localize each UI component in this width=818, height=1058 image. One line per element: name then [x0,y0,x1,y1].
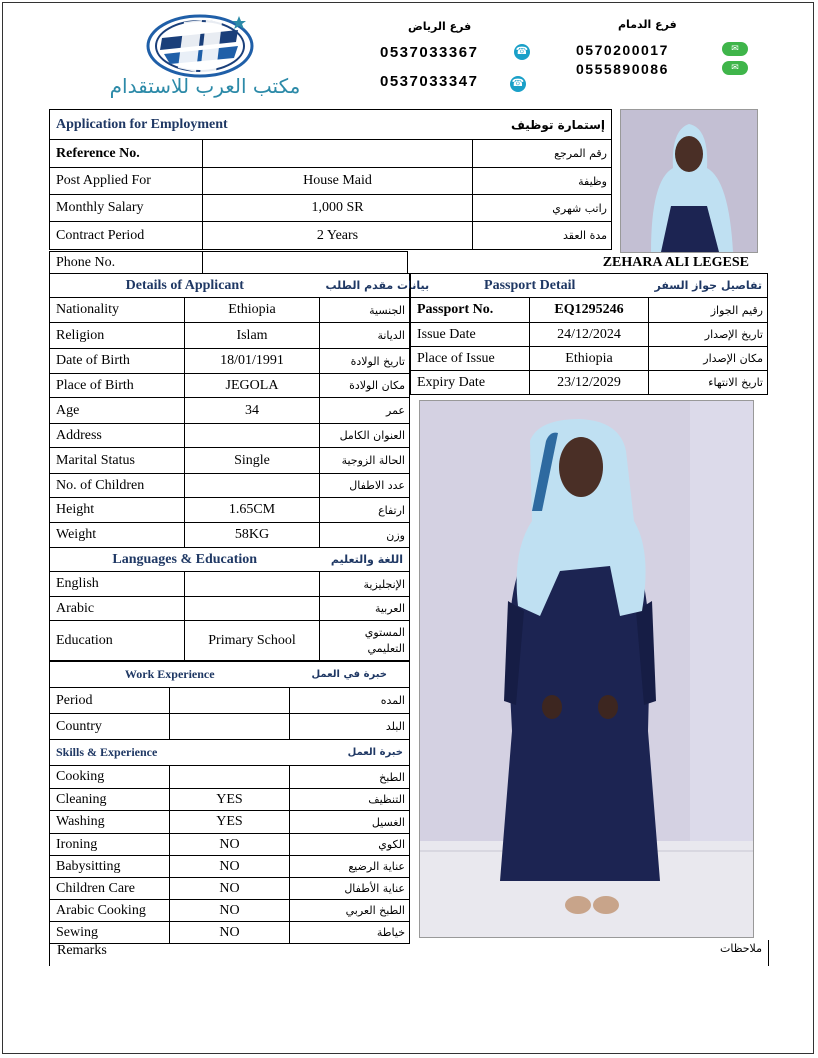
cooking-value[interactable] [170,766,290,789]
cooking-label: Cooking [50,766,170,789]
country-label-ar: البلد [290,714,410,740]
cleaning-label-ar: التنظيف [290,789,410,811]
sewing-value[interactable]: NO [170,922,290,944]
work-header-ar: خبرة في العمل [290,662,410,688]
post-value[interactable]: House Maid [203,168,473,195]
contract-value[interactable]: 2 Years [203,222,473,250]
languages-header-en: Languages & Education [50,548,320,572]
children-care-label: Children Care [50,878,170,900]
marital-value[interactable]: Single [185,448,320,474]
applicant-header-en: Details of Applicant [50,274,320,298]
english-value[interactable] [185,572,320,597]
table-row [50,195,612,222]
salary-value[interactable]: 1,000 SR [203,195,473,222]
salary-label-ar: راتب شهري [473,195,612,222]
pob-value[interactable]: JEGOLA [185,374,320,398]
passport-header-en: Passport Detail [411,274,649,298]
globe-logo-icon [144,8,256,80]
arabic-value[interactable] [185,597,320,621]
cleaning-label: Cleaning [50,789,170,811]
place-of-issue-label-ar: مكان الإصدار [649,347,768,371]
table-row [50,900,410,922]
remarks-row [49,940,769,966]
babysitting-label-ar: عناية الرضيع [290,856,410,878]
table-row [50,474,410,498]
expiry-date-label-ar: تاريخ الانتهاء [649,371,768,395]
table-row [50,168,612,195]
whatsapp-icon: ☎ [514,44,530,60]
table-row [411,298,768,323]
expiry-date-value[interactable]: 23/12/2029 [530,371,649,395]
english-label-ar: الإنجليزية [320,572,410,597]
country-value[interactable] [170,714,290,740]
religion-label: Religion [50,323,185,349]
weight-value[interactable]: 58KG [185,523,320,548]
expiry-date-label: Expiry Date [411,371,530,395]
table-row [50,424,410,448]
table-row [50,222,612,250]
passport-header-ar: تفاصيل جواز السفر [649,274,768,298]
reference-value[interactable] [203,140,473,168]
arabic-cooking-value[interactable]: NO [170,900,290,922]
country-label: Country [50,714,170,740]
period-label-ar: المده [290,688,410,714]
table-row [50,498,410,523]
children-care-value[interactable]: NO [170,878,290,900]
ironing-value[interactable]: NO [170,834,290,856]
religion-value[interactable]: Islam [185,323,320,349]
passport-no-value[interactable]: EQ1295246 [530,298,649,323]
education-label: Education [50,621,185,661]
babysitting-value[interactable]: NO [170,856,290,878]
applicant-portrait-photo [620,109,758,253]
form-title-ar: إستمارة توظيف [300,110,612,140]
english-label: English [50,572,185,597]
table-row [50,572,410,597]
washing-value[interactable]: YES [170,811,290,834]
arabic-label-ar: العربية [320,597,410,621]
skills-header-en: Skills & Experience [50,740,290,766]
riyadh-phone-2[interactable]: 0537033347 [380,73,479,90]
education-label-ar: المستوي التعليمي [320,621,410,661]
table-row [50,766,410,789]
skills-header-ar: خبرة العمل [290,740,410,766]
table-row [50,398,410,424]
general-info-table [49,139,612,250]
sms-icon: ✉ [722,42,748,56]
children-value[interactable] [185,474,320,498]
table-row [50,789,410,811]
riyadh-branch-title: فرع الرياض [408,20,472,33]
company-logo-text: مكتب العرب للاستقدام [109,74,301,98]
form-title-table [49,109,612,140]
religion-label-ar: الديانة [320,323,410,349]
issue-date-label: Issue Date [411,323,530,347]
table-row [50,298,410,323]
place-of-issue-value[interactable]: Ethiopia [530,347,649,371]
arabic-cooking-label: Arabic Cooking [50,900,170,922]
dammam-branch-title: فرع الدمام [618,18,677,31]
marital-label: Marital Status [50,448,185,474]
applicant-name: ZEHARA ALI LEGESE [408,252,770,274]
issue-date-value[interactable]: 24/12/2024 [530,323,649,347]
reference-label: Reference No. [50,140,203,168]
table-row [50,811,410,834]
period-label: Period [50,688,170,714]
age-label: Age [50,398,185,424]
riyadh-phone-1[interactable]: 0537033367 [380,44,479,61]
age-label-ar: عمر [320,398,410,424]
phone-label: Phone No. [50,252,203,274]
weight-label: Weight [50,523,185,548]
table-row [50,834,410,856]
sms-icon: ✉ [722,61,748,75]
sewing-label-ar: خياطة [290,922,410,944]
table-row [50,523,410,548]
applicant-details-table [49,273,430,661]
place-of-issue-label: Place of Issue [411,347,530,371]
table-row [50,688,410,714]
table-row [411,371,768,395]
reference-label-ar: رقم المرجع [473,140,612,168]
contract-label-ar: مدة العقد [473,222,612,250]
dob-value[interactable]: 18/01/1991 [185,349,320,374]
table-row [411,347,768,371]
address-label-ar: العنوان الكامل [320,424,410,448]
phone-value[interactable] [203,252,408,274]
children-care-label-ar: عناية الأطفال [290,878,410,900]
ironing-label: Ironing [50,834,170,856]
skills-table [49,739,410,944]
arabic-label: Arabic [50,597,185,621]
period-value[interactable] [170,688,290,714]
passport-no-label-ar: رقيم الجواز [649,298,768,323]
children-label-ar: عدد الاطفال [320,474,410,498]
arabic-cooking-label-ar: الطبخ العربي [290,900,410,922]
post-label-ar: وظيفة [473,168,612,195]
table-row [50,856,410,878]
height-label: Height [50,498,185,523]
table-row [50,597,410,621]
nationality-value[interactable]: Ethiopia [185,298,320,323]
address-value[interactable] [185,424,320,448]
table-row [50,349,410,374]
contract-label: Contract Period [50,222,203,250]
remarks-label-ar: ملاحظات [720,942,762,955]
height-value[interactable]: 1.65CM [185,498,320,523]
remarks-label: Remarks [57,943,107,958]
passport-no-label: Passport No. [411,298,530,323]
dammam-phone-1[interactable]: 0570200017 [576,42,669,58]
weight-label-ar: وزن [320,523,410,548]
table-row [50,374,410,398]
table-row [50,448,410,474]
education-value[interactable]: Primary School [185,621,320,661]
cleaning-value[interactable]: YES [170,789,290,811]
salary-label: Monthly Salary [50,195,203,222]
work-experience-table [49,661,410,740]
height-label-ar: ارتفاع [320,498,410,523]
table-row [50,323,410,349]
table-row [411,323,768,347]
washing-label-ar: الغسيل [290,811,410,834]
applicant-header-ar: بيانات مقدم الطلب [320,274,410,298]
cooking-label-ar: الطبخ [290,766,410,789]
table-row [50,878,410,900]
table-row [50,714,410,740]
babysitting-label: Babysitting [50,856,170,878]
children-label: No. of Children [50,474,185,498]
phone-name-table [49,251,769,274]
pob-label: Place of Birth [50,374,185,398]
marital-label-ar: الحالة الزوجية [320,448,410,474]
ironing-label-ar: الكوي [290,834,410,856]
languages-header-ar: اللغة والتعليم [320,548,410,572]
nationality-label-ar: الجنسية [320,298,410,323]
table-row [50,140,612,168]
dob-label: Date of Birth [50,349,185,374]
applicant-full-body-photo [419,400,754,938]
table-row [50,621,410,661]
dob-label-ar: تاريخ الولادة [320,349,410,374]
dammam-phone-2[interactable]: 0555890086 [576,61,669,77]
form-title-en: Application for Employment [50,110,300,140]
sewing-label: Sewing [50,922,170,944]
post-label: Post Applied For [50,168,203,195]
address-label: Address [50,424,185,448]
pob-label-ar: مكان الولادة [320,374,410,398]
work-header-en: Work Experience [50,662,290,688]
issue-date-label-ar: تاريخ الإصدار [649,323,768,347]
age-value[interactable]: 34 [185,398,320,424]
nationality-label: Nationality [50,298,185,323]
passport-table [410,273,768,395]
washing-label: Washing [50,811,170,834]
whatsapp-icon: ☎ [510,76,526,92]
